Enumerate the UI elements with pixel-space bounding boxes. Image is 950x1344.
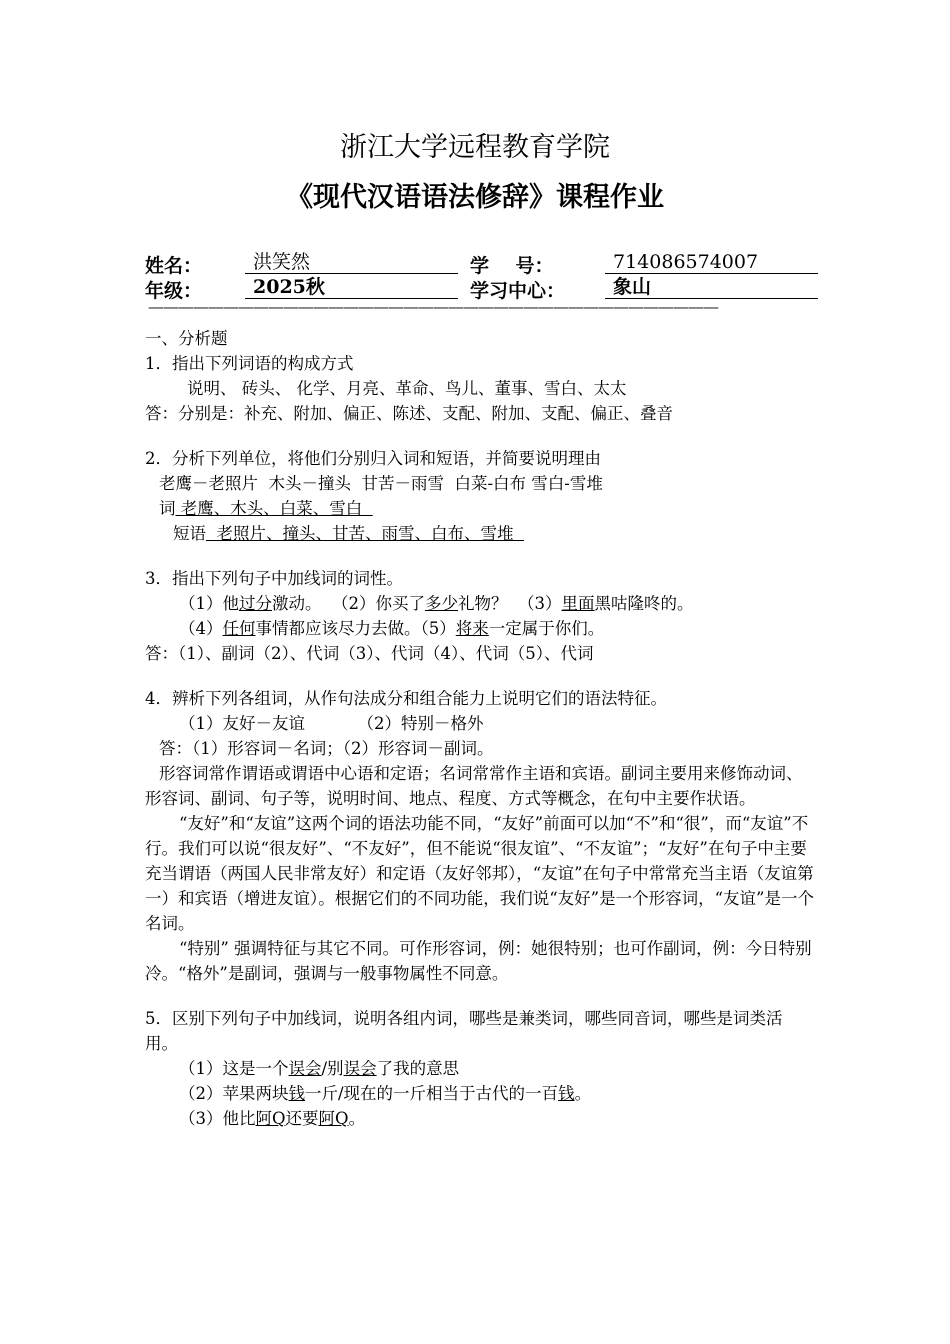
q4-pairs: （1）友好－友谊 （2）特别－格外	[179, 714, 484, 733]
q1-question: 1．指出下列词语的构成方式	[145, 354, 354, 373]
underlined-word: 误会	[288, 1059, 322, 1078]
q2-phrase-answer: 老照片、撞头、甘苦、雨雪、白布、雪堆	[206, 524, 524, 543]
q4-paragraph-1: 形容词常作谓语或谓语中心语和定语；名词常常作主语和宾语。副词主要用来修饰动词、形容词、副词、句子等，说明时间、地点、程度、方式等概念，在句中主要作状语。	[145, 764, 803, 808]
text-run: 。	[348, 1109, 366, 1128]
grade-label: 年级：	[145, 280, 203, 302]
q1-answer: 答：分别是：补充、附加、偏正、陈述、支配、附加、支配、偏正、叠音	[145, 404, 673, 423]
text-run: 事情都应该尽力去做。（5）	[255, 619, 456, 638]
text-run: 了我的意思	[376, 1059, 460, 1078]
q4-answer: 答：（1）形容词－名词；（2）形容词－副词。	[159, 739, 494, 758]
q2-question: 2．分析下列单位，将他们分别归入词和短语，并简要说明理由	[145, 449, 601, 468]
student-id-label: 学 号：	[470, 255, 554, 277]
student-id-value: 714086574007	[605, 249, 818, 274]
q3-question: 3．指出下列句子中加线词的词性。	[145, 569, 403, 588]
text-run: 黑咕隆咚的。	[594, 594, 694, 613]
underlined-word: 误会	[343, 1059, 377, 1078]
info-row-1	[145, 249, 825, 277]
q5-question: 5．区别下列句子中加线词，说明各组内词，哪些是兼类词，哪些同音词，哪些是词类活用。	[145, 1009, 783, 1053]
q2-phrase-line	[145, 521, 815, 546]
underlined-word: 任何	[222, 619, 256, 638]
underlined-word: 过分	[239, 594, 272, 613]
q1-words: 说明、 砖头、 化学、月亮、革命、鸟儿、董事、雪白、太太	[187, 379, 627, 398]
underlined-word: 多少	[425, 594, 458, 613]
q4-paragraph-3: “特别” 强调特征与其它不同。可作形容词，例：她很特别；也可作副词，例：今日特别冷。“格外”是副词，强调与一般事物属性不同意。	[145, 939, 812, 983]
separator-line: ——————————————————————————————————————	[148, 297, 718, 316]
underlined-word: 将来	[455, 619, 489, 638]
q5-sentence-2	[145, 1081, 815, 1106]
text-run: （1）这是一个	[179, 1059, 289, 1078]
q3-answer: 答：（1）、副词（2）、代词（3）、代词（4）、代词（5）、代词	[145, 644, 594, 663]
q4-paragraph-2: “友好”和“友谊”这两个词的语法功能不同，“友好”前面可以加“不”和“很”，而“友谊”不行。我们可以说“很友好”、“不友好”，但不能说“很友谊”、“不友谊”；“友好”在句子中主要充当谓语（两国人民非常友好）和定语（友好邻邦），“友谊”在句子中常常充当主语（友谊第一）和宾语（增进友谊）。根据它们的不同功能，我们说“友好”是一个形容词，“友谊”是一个名词。	[145, 814, 814, 933]
q2-items: 老鹰－老照片 木头－撞头 甘苦－雨雪 白菜-白布 雪白-雪堆	[159, 474, 603, 493]
underlined-word: 钱	[288, 1084, 305, 1103]
text-run: 一定属于你们。	[488, 619, 605, 638]
name-label: 姓名：	[145, 255, 203, 277]
q5-sentence-3	[145, 1106, 815, 1131]
text-run: /别	[321, 1059, 344, 1078]
q5-sentence-1	[145, 1056, 815, 1081]
learning-center-label: 学习中心：	[470, 280, 566, 302]
document-body	[145, 326, 815, 1131]
name-value: 洪笑然	[245, 249, 458, 274]
text-run: 礼物？ （3）	[458, 594, 562, 613]
q3-sentences-1	[145, 591, 815, 616]
text-run: 一斤/现在的一斤相当于古代的一百	[305, 1084, 559, 1103]
q2-word-answer: 老鹰、木头、白菜、雪白	[175, 499, 373, 518]
text-run: （2）苹果两块	[179, 1084, 289, 1103]
text-run: 激动。 （2）你买了	[272, 594, 425, 613]
underlined-word: 阿Q	[318, 1109, 349, 1128]
underlined-word: 里面	[561, 594, 595, 613]
q4-question: 4．辨析下列各组词，从作句法成分和组合能力上说明它们的语法特征。	[145, 689, 667, 708]
q2-word-line	[145, 496, 815, 521]
grade-value: 2025秋	[245, 274, 458, 299]
q2-word-label: 词	[159, 499, 176, 518]
course-title: 《现代汉语语法修辞》课程作业	[286, 182, 664, 213]
section-heading: 一、分析题	[145, 329, 228, 348]
text-run: （3）他比	[179, 1109, 256, 1128]
text-run: 还要	[285, 1109, 319, 1128]
underlined-word: 阿Q	[255, 1109, 286, 1128]
q2-phrase-label: 短语	[173, 524, 206, 543]
learning-center-value: 象山	[605, 274, 818, 299]
text-run: （1）他	[179, 594, 239, 613]
institution-title: 浙江大学远程教育学院	[340, 132, 610, 163]
text-run: 。	[574, 1084, 592, 1103]
text-run: （4）	[179, 619, 223, 638]
q3-sentences-2	[145, 616, 815, 641]
underlined-word: 钱	[558, 1084, 575, 1103]
